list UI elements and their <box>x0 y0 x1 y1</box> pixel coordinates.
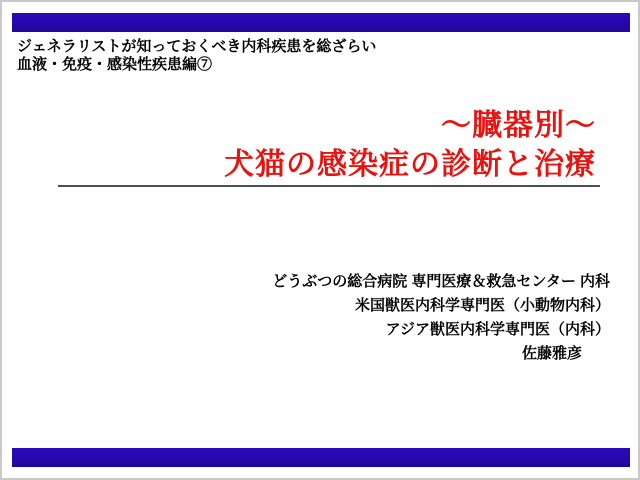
slide-title <box>224 106 596 184</box>
header-block <box>17 38 376 74</box>
author-block <box>272 270 610 366</box>
top-accent-bar <box>12 13 630 32</box>
slide-title-line-1: ～臓器別～ <box>441 109 596 142</box>
author-credential-1: 米国獣医内科学専門医（小動物内科） <box>354 297 610 314</box>
author-name: 佐藤雅彦 <box>521 345 582 362</box>
slide-title-line-2: 犬猫の感染症の診断と治療 <box>224 148 596 181</box>
header-line-2: 血液・免疫・感染性疾患編⑦ <box>17 56 213 73</box>
author-affiliation: どうぶつの総合病院 専門医療＆救急センター 内科 <box>272 273 610 290</box>
bottom-accent-bar <box>12 448 630 467</box>
title-divider-line <box>58 185 600 187</box>
header-line-1: ジェネラリストが知っておくべき内科疾患を総ざらい <box>17 38 377 55</box>
author-credential-2: アジア獣医内科学専門医（内科） <box>385 321 610 338</box>
